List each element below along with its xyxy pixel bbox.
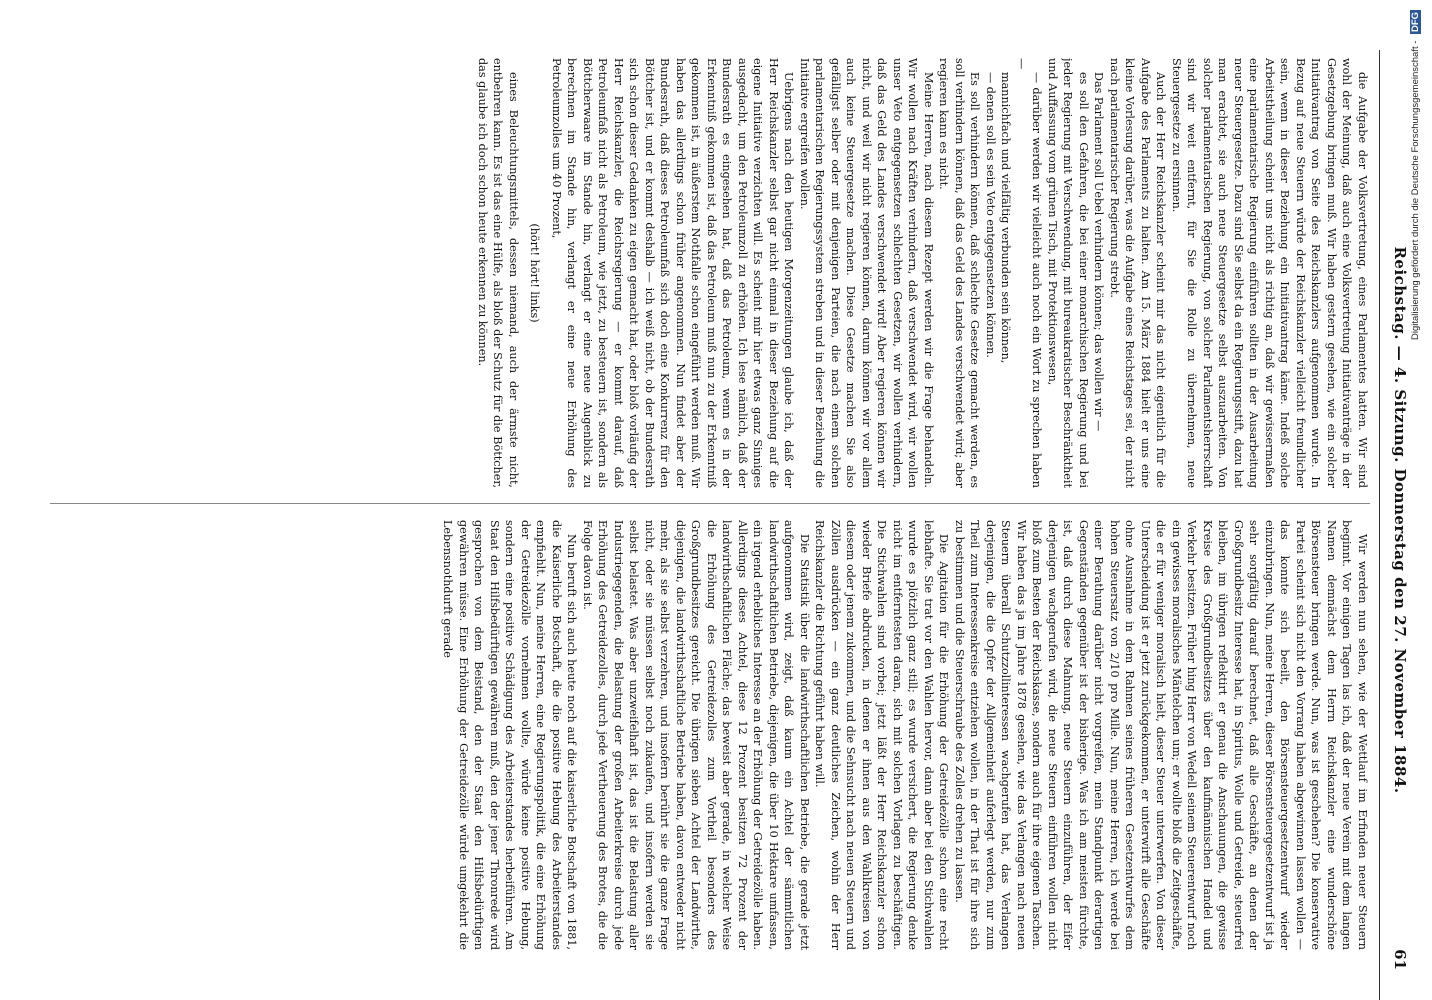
paragraph: Die Agitation für die Erhöhung der Getreidezölle schon eine recht lebhafte. Sie trat vor den Wahlen hervor, dann aber bei den Stichwahlen wurde es plötzlich ganz still; es wurde versichert, die Regierung denke nicht im entferntesten daran, sich mit solchen Vorlagen zu beschäftigen. Die Stichwahlen sind vorbei; jetzt läßt der Herr Reichskanzler schon wieder Briefe abdrucken, in denen er ihnen aus den Wahlkreisen von diesem oder jenem zukommen, und die Sehnsucht nach neuen Steuern und Zöllen ausdrücken — ein ganz deutliches Zeichen, wohin der Herr Reichskanzler die Richtung geführt haben will.: [813, 520, 951, 950]
dfg-badge: DFG: [1410, 12, 1421, 33]
paragraph: es soll den Gefahren, die bei einer monarchischen Regierung und bei jeder Regierung mit Verschwendung, mit bureaukratischer Beschränktheit und Auffassung vom grünen Tisch, mit Protektionswesen,: [1046, 58, 1090, 488]
paragraph: Nun beruft sich auch heute noch auf die kaiserliche Botschaft von 1881, die Kaiserliche Botschaft, die die positive Hebung des Arbeiterstandes empfiehlt. Nun, meine Herren, eine Regierungspolitik, die eine Erhöhung der Getreidezölle vornehmen wollte, würde keine positive Hebung, sondern eine positive Schädigung des Arbeiterstandes herbeiführen. Am Staat den Hilfsbedürftigen gewähren muß, den der jener Thronrede wird gesprochen von dem Beistand, den der Staat den Hilfsbedürftigen gewähren müsse. Eine Erhöhung der Getreidezölle würde umgekehrt die Lebensnothdurft gerade: [441, 520, 579, 950]
paragraph: Meine Herren, nach diesem Rezept werden wir die Frage behandeln. Wir wollen nach Kräften verhindern, daß verschwendet wird, wir wollen unser Veto entgegensetzen schlechten Gesetzen, wir wollen verhindern, daß das Geld des Landes verschwendet wird! Aber regieren können wir nicht, und weil wir nicht regieren können, darum können wir vor allem auch keine Steuergesetze machen. Diese Gesetze machen Sie also gefälligst selber oder mit denjenigen Parteien, die nach einem solchen parlamentarischen Regierungssystem streben und in dieser Beziehung die Initiative ergreifen wollen.: [798, 58, 935, 488]
page-header: [1388, 70, 1412, 970]
paragraph: Uebrigens nach den heutigen Morgenzeitungen glaube ich, daß der Herr Reichskanzler selbst gar nicht einmal in dieser Beziehung auf die eigene Initiative verzichten will. Es scheint mir hier etwas ganz Sinniges ausgedacht, um den Petroleumzoll zu erhöhen. Ich lese nämlich, daß der Bundesrath es eingesehen hat, daß das Petroleum, wenn es in der Erkenntniß gekommen ist, daß das Petroleum muß nun zu der Erkenntniß gekommen ist, in äußerstem Nothfalle schon eingeführt werden muß. Wir haben das allerdings schon früher angenommen. Nun findet aber der Bundesrath, daß dieses Petroleumfaß sich doch eine Konkurrenz für den Böttcher ist, und er kommt deshalb — ich weiß nicht, ob der Bundesrath sich schon dieser Gedanken zu eigen gemacht hat, oder bloß vorläufig der Herr Reichskanzler, die Reichsregierung — er kommt darauf, daß Petroleumfaß nicht als Petroleum, wie jetzt, zu besteuern ist, sondern als Böttcherwaare im Stande hin, verlangt er eine neue Augenblick zu berechnen im Stande hin, verlangt er eine neue Erhöhung des Petroleumzolles um 40 Prozent,: [550, 58, 796, 488]
left-text-column: [40, 58, 1370, 488]
paragraph: — denen soll es sein Veto entgegensetzen können.: [984, 72, 997, 358]
right-text-column: [40, 520, 1370, 950]
paragraph: — darüber werden wir vielleicht auch noch ein Wort zu sprechen haben —: [1015, 58, 1044, 488]
paragraph: eines Beleuchtungsmittels, dessen niemand, auch der ärmste nicht, entbehren kann. Es ist das eine Hülfe, als bloß der Schutz für die Böttcher, das glaube ich doch schon heute erkennen zu können.: [476, 58, 520, 488]
column-divider: [50, 503, 1370, 504]
page-number: 61: [1391, 949, 1409, 970]
paragraph: Wir werden nun sehen, wie der Wettlauf im Erfinden neuer Steuern beginnt. Vor einigen Tagen las ich, daß der neue Verein mit dem langen Namen demnächst dem Herrn Reichskanzler eine wunderschöne Börsensteuer bringen werde. Nun, was ist geschehen? Die konservative Partei scheint sich nicht den Vorrang haben abgewinnen lassen wollen — das konnte sich beeilt, den Börsensteuergesetzentwurf wieder einzubringen. Nun, meine Herren, dieser Börsensteuergesetzentwurf ist ja sehr sorgfältig darauf berechnet, daß alle Geschäfte, an denen der Großgrundbesitz Interesse hat, in Spiritus, Wolle und Getreide, steuerfrei bleiben, im übrigen reflektirt er genau die Anschauungen, die gewisse Kreise des Großgrundbesitzes über den kaufmännischen Handel und Verkehr besitzen. Früher hing Herr von Wedell seinem Steuerentwurf noch ein gewisses moralisches Mäntelchen um; er wollte bloß die Zeitgeschäfte, die er für weniger moralisch hielt, dieser Steuer unterwerfen. Von dieser Unterscheidung ist er jetzt zurückgekommen, er unterwirft alle Geschäfte ohne Ausnahme in dem Rahmen seines früheren Gesetzentwurfes dem hohen Steuersatz von 2/10 pro Mille. Nun, meine Herren, ich werde bei einer Berathung darüber nicht vorgreifen, mein Standpunkt derartigen Gegenständen gegenüber ist der bisherige. Was ich am meisten fürchte, ist, daß durch diese Mahnung, neue Steuern einzuführen, der Eifer derjenigen wachgerufen wird, die neue Steuern einführen wollen nicht bloß zum Besten der Reichskasse, sondern auch für ihre eigenen Taschen. Wir haben das ja im Jahre 1878 gesehen, wie das Verlangen nach neuen Steuern überall Schutzzollinteressen wachgerufen hat, das Verlangen derjenigen, die die Opfer der Allgemeinheit auferlegt werden, nur zum Theil zum Interessenkreise entziehen wollen, in der That ist für ihre sich zu bestimmen und die Steuerschraube des Zolles drehen zu lassen.: [953, 520, 1369, 950]
paragraph: die Aufgabe der Volksvertretung, eines Parlamentes hatten. Wir sind wohl der Meinung, daß auch eine Volksvertretung Initiativanträge in der Gesetzgebung bringen muß. Wir haben gestern gesehen, wie ein solcher Initiativantrag von Seite des Reichskanzlers aufgenommen wurde. In Bezug auf neue Steuern würde der Reichskanzler vielleicht freundlicher sein, wenn in dieser Beziehung ein Initiativantrag käme. Indeß solche Arbeitstheilung scheint uns nicht als richtig an, daß wir gewissermaßen eine parlamentarische Regierung einführen sollten in der Ausarbeitung neuer Steuergesetze. Dazu sind Sie selbst da ein Regierungsstift, dazu hat man erachtet, sie auch neue Steuergesetze selbst auszuarbeiten. Von solcher parlamentarischen Regierung, von solcher Parlamentsherrschaft sind wir weit entfernt, für Sie die Rolle zu übernehmen, neue Steuergesetze zu ersinnen.: [1170, 58, 1369, 488]
paragraph: mannichfach und vielfältig verbunden sein können,: [999, 72, 1013, 364]
header-rule: [1379, 50, 1380, 1000]
digitization-credit: [1410, 10, 1426, 990]
paragraph: Es soll verhindern können, daß schlechte Gesetze gemacht werden, es soll verhindern können, daß das Geld des Landes verschwendet wird; aber regieren kann es nicht.: [937, 58, 982, 488]
paragraph: (hört! hört! links): [528, 223, 542, 323]
paragraph: Die Statistik über die landwirthschaftlichen Betriebe, die gerade jetzt aufgenommen wird, zeigt, daß kaum ein Achtel der sämmtlichen landwirthschaftlichen Betriebe, diejenigen, die über 10 Hektare umfassen, ein irgend erhebliches Interesse an der Erhöhung der Getreidezölle haben. Allerdings dieses Achtel, diese 12 Prozent besitzen 72 Prozent der landwirthschaftlichen Fläche; das beweist aber gerade, in welcher Weise die Erhöhung des Getreidezolles zum Vortheil besonders des Großgrundbesitzes gereicht. Die übrigen sieben Achtel der Landwirthe, diejenigen, die landwirthschaftliche Betriebe haben, davon entweder nicht mehr, als sie selbst verzehren, und insofern berührt sie die ganze Frage nicht, oder sie müssen selbst noch zukaufen, und insofern werden sie selbst belastet. Was aber unzweifelhaft ist, das ist die Belastung aller Industriegegenden, die Belastung der großen Arbeiterkreise durch jede Erhöhung des Getreidezolles, durch jede Vertheuerung des Brotes, die die Folge davon ist.: [581, 520, 811, 950]
paragraph: Auch der Herr Reichskanzler scheint mir das nicht eigentlich für die Aufgabe des Parlaments zu halten. Am 15. März 1884 hielt er uns eine kleine Vorlesung darüber, was die Aufgabe eines Reichstages sei, der nicht nach parlamentarischer Regierung strebt.: [1108, 58, 1168, 488]
paragraph: Das Parlament soll Uebel verhindern können; das wollen wir —: [1092, 72, 1106, 432]
running-title: Reichstag. — 4. Sitzung. Donnerstag den 27. November 1884.: [1391, 246, 1409, 794]
credit-text: Digitalisierung gefördert durch die Deutsche Forschungsgemeinschaft -: [1410, 40, 1421, 341]
